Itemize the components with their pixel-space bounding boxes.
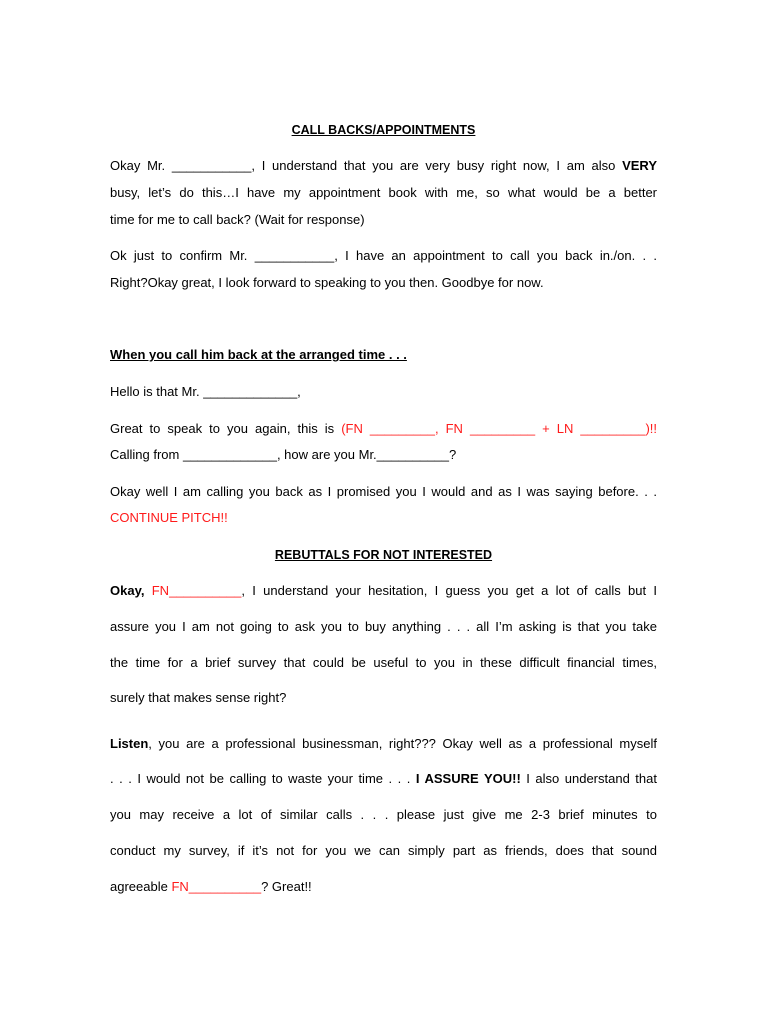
rebuttal2-fn-placeholder: FN__________ <box>171 879 262 894</box>
rebuttal2-assure: I ASSURE YOU!! <box>415 771 521 786</box>
para2-line2: Right?Okay great, I look forward to speaking to you then. Goodbye for now. <box>110 275 544 290</box>
para1-emphasis: VERY <box>622 158 657 173</box>
great-line2: Calling from _____________, how are you Mr.__________? <box>110 447 457 462</box>
para1-line2: busy, let’s do this…I have my appointment book with me, so what would be a better <box>110 185 657 200</box>
para1-line3: time for me to call back? (Wait for response) <box>110 212 365 227</box>
rebuttal1-line2: assure you I am not going to ask you to buy anything . . . all I’m asking is that you take <box>110 619 657 634</box>
rebuttal2-line5-text-a: agreeable <box>110 879 172 894</box>
great-line1 <box>110 421 657 437</box>
rebuttal1-lead: Okay, <box>110 583 152 598</box>
hello-line: Hello is that Mr. _____________, <box>110 384 301 399</box>
rebuttal2-line2-text-a: . . . I would not be calling to waste your time . . . <box>110 771 416 786</box>
great-line1-text: Great to speak to you again, this is <box>110 421 342 436</box>
continue-pitch: CONTINUE PITCH!! <box>110 510 228 525</box>
rebuttal2-lead: Listen <box>110 736 149 751</box>
rebuttal-heading: REBUTTALS FOR NOT INTERESTED <box>274 548 493 562</box>
para1-line1 <box>110 158 657 174</box>
okay-well-line1: Okay well I am calling you back as I promised you I would and as I was saying before. . . <box>110 484 657 499</box>
rebuttal1-fn-placeholder: FN__________ <box>151 583 242 598</box>
rebuttal1-line1-text: , I understand your hesitation, I guess you get a lot of calls but I <box>241 583 657 598</box>
para1-line1-text: Okay Mr. ___________, I understand that you are very busy right now, I am also <box>110 158 623 173</box>
rebuttal2-line3: you may receive a lot of similar calls . . . please just give me 2-3 brief minutes to <box>110 807 657 822</box>
rebuttal1-line3: the time for a brief survey that could be useful to you in these difficult financial times, <box>110 655 657 670</box>
rebuttal2-line1-text: , you are a professional businessman, right??? Okay well as a professional myself <box>148 736 657 751</box>
rebuttal2-line5 <box>110 879 657 895</box>
para2-line1: Ok just to confirm Mr. ___________, I have an appointment to call you back in./on. . . <box>110 248 657 263</box>
rebuttal2-line1 <box>110 736 657 752</box>
page-title: CALL BACKS/APPOINTMENTS <box>291 123 476 137</box>
callback-heading: When you call him back at the arranged time . . . <box>110 347 407 362</box>
rebuttal2-line2-text-b: I also understand that <box>520 771 657 786</box>
rebuttal1-line1 <box>110 583 657 599</box>
rebuttal2-line5-text-b: ? Great!! <box>261 879 312 894</box>
rebuttal2-line2 <box>110 771 657 787</box>
rebuttal1-line4: surely that makes sense right? <box>110 690 287 705</box>
rebuttal2-line4: conduct my survey, if it’s not for you we can simply part as friends, does that sound <box>110 843 657 858</box>
great-line1-placeholder: (FN _________, FN _________ + LN _________)!! <box>341 421 658 436</box>
